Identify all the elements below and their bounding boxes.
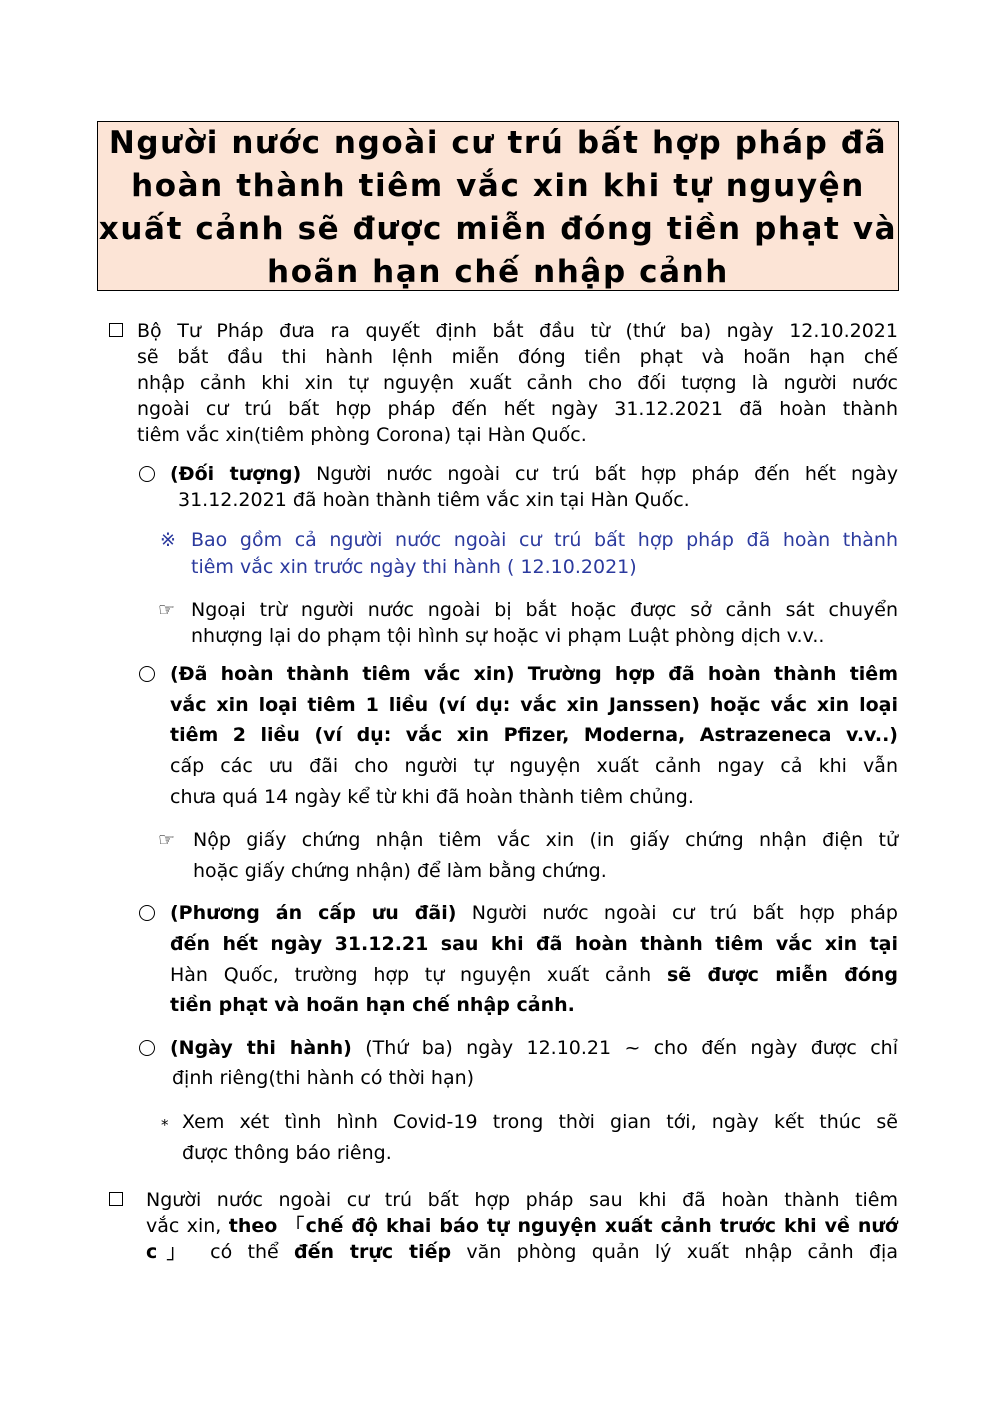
benefit-line-1 xyxy=(170,900,898,926)
para1-line-2: sẽ bắt đầu thi hành lệnh miễn đóng tiền phạt và hoãn hạn chế xyxy=(137,346,898,368)
vaccinated-line-4: cấp các ưu đãi cho người tự nguyện xuất cảnh ngay cả khi vẫn xyxy=(170,755,898,777)
para2-line-3 xyxy=(146,1239,898,1265)
checkbox-square-icon xyxy=(109,1192,123,1206)
target-line-1 xyxy=(170,461,898,487)
para2-line-2 xyxy=(146,1213,898,1239)
asterisk-icon: * xyxy=(161,1116,169,1134)
reference-mark-icon: ※ xyxy=(160,529,176,551)
title-line-4: hoãn hạn chế nhập cảnh xyxy=(267,254,729,290)
bullet-circle-icon xyxy=(139,1040,155,1056)
title-line-2: hoàn thành tiêm vắc xin khi tự nguyện xyxy=(131,168,865,204)
note-exclude-line-2: nhượng lại do phạm tội hình sự hoặc vi phạm Luật phòng dịch v.v.. xyxy=(191,625,825,647)
para1-line-4: ngoài cư trú bất hợp pháp đến hết ngày 31.12.2021 đã hoàn thành xyxy=(137,398,898,420)
pointing-hand-icon: ☞ xyxy=(158,829,176,851)
para2-text-3b: có thể xyxy=(210,1241,279,1263)
bullet-circle-icon xyxy=(139,466,155,482)
date-label: (Ngày thi hành) xyxy=(170,1037,352,1059)
note-covid-line-1: Xem xét tình hình Covid-19 trong thời gian tới, ngày kết thúc sẽ xyxy=(182,1111,898,1133)
benefit-line-4: tiền phạt và hoãn hạn chế nhập cảnh. xyxy=(170,994,575,1016)
para2-line-1: Người nước ngoài cư trú bất hợp pháp sau khi đã hoàn thành tiêm xyxy=(146,1189,898,1211)
benefit-text-3a: Hàn Quốc, xyxy=(170,964,279,986)
para2-text-3d: văn phòng quản lý xuất nhập cảnh địa xyxy=(466,1241,898,1263)
checkbox-square-icon xyxy=(109,323,123,337)
date-line-1 xyxy=(170,1035,898,1061)
target-text-1: Người nước ngoài cư trú bất hợp pháp đến hết ngày xyxy=(316,463,899,485)
para1-line-5: tiêm vắc xin(tiêm phòng Corona) tại Hàn Quốc. xyxy=(137,424,587,446)
title-line-3: xuất cảnh sẽ được miễn đóng tiền phạt và xyxy=(98,211,898,247)
date-line-2: định riêng(thi hành có thời hạn) xyxy=(172,1067,475,1089)
para2-text-2b: theo 「chế độ khai báo tự nguyện xuất cảnh trước khi về nướ xyxy=(228,1215,898,1237)
bullet-circle-icon xyxy=(139,905,155,921)
para2-text-2a: vắc xin, xyxy=(146,1215,222,1237)
vaccinated-line-5: chưa quá 14 ngày kể từ khi đã hoàn thành tiêm chủng. xyxy=(170,786,694,808)
vaccinated-line-3: tiêm 2 liều (ví dụ: vắc xin Pfizer, Moderna, Astrazeneca v.v..) xyxy=(170,724,898,746)
note-proof-line-2: hoặc giấy chứng nhận) để làm bằng chứng. xyxy=(193,860,607,882)
title-box xyxy=(97,121,899,291)
benefit-text-1: Người nước ngoài cư trú bất hợp pháp xyxy=(471,902,898,924)
vaccinated-line-1: (Đã hoàn thành tiêm vắc xin) Trường hợp đã hoàn thành tiêm xyxy=(170,663,898,685)
benefit-text-3b: trường hợp tự nguyện xuất cảnh xyxy=(294,964,652,986)
target-line-2: 31.12.2021 đã hoàn thành tiêm vắc xin tại Hàn Quốc. xyxy=(178,489,690,511)
benefit-line-3 xyxy=(170,962,898,988)
benefit-text-3c: sẽ được miễn đóng xyxy=(666,964,899,986)
benefit-line-2: đến hết ngày 31.12.21 sau khi đã hoàn thành tiêm vắc xin tại xyxy=(170,933,898,955)
title-line-1: Người nước ngoài cư trú bất hợp pháp đã xyxy=(108,125,888,161)
note-include-line-2: tiêm vắc xin trước ngày thi hành ( 12.10.2021) xyxy=(191,556,637,578)
note-covid-line-2: được thông báo riêng. xyxy=(182,1142,392,1164)
date-text-1: (Thứ ba) ngày 12.10.21 ~ cho đến ngày được chỉ xyxy=(365,1037,898,1059)
para1-line-3: nhập cảnh khi xin tự nguyện xuất cảnh cho đối tượng là người nước xyxy=(137,372,898,394)
vaccinated-line-2: vắc xin loại tiêm 1 liều (ví dụ: vắc xin Janssen) hoặc vắc xin loại xyxy=(170,694,898,716)
note-include-line-1: Bao gồm cả người nước ngoài cư trú bất hợp pháp đã hoàn thành xyxy=(191,529,898,551)
target-label: (Đối tượng) xyxy=(170,463,302,485)
para2-text-3c: đến trực tiếp xyxy=(294,1241,452,1263)
note-exclude-line-1: Ngoại trừ người nước ngoài bị bắt hoặc được sở cảnh sát chuyển xyxy=(191,599,898,621)
note-proof-line-1: Nộp giấy chứng nhận tiêm vắc xin (in giấy chứng nhận điện tử xyxy=(193,829,898,851)
pointing-hand-icon: ☞ xyxy=(158,599,176,621)
para2-text-3a: c」 xyxy=(146,1241,195,1263)
benefit-label: (Phương án cấp ưu đãi) xyxy=(170,902,457,924)
para1-line-1: Bộ Tư Pháp đưa ra quyết định bắt đầu từ (thứ ba) ngày 12.10.2021 xyxy=(137,320,898,342)
bullet-circle-icon xyxy=(139,666,155,682)
